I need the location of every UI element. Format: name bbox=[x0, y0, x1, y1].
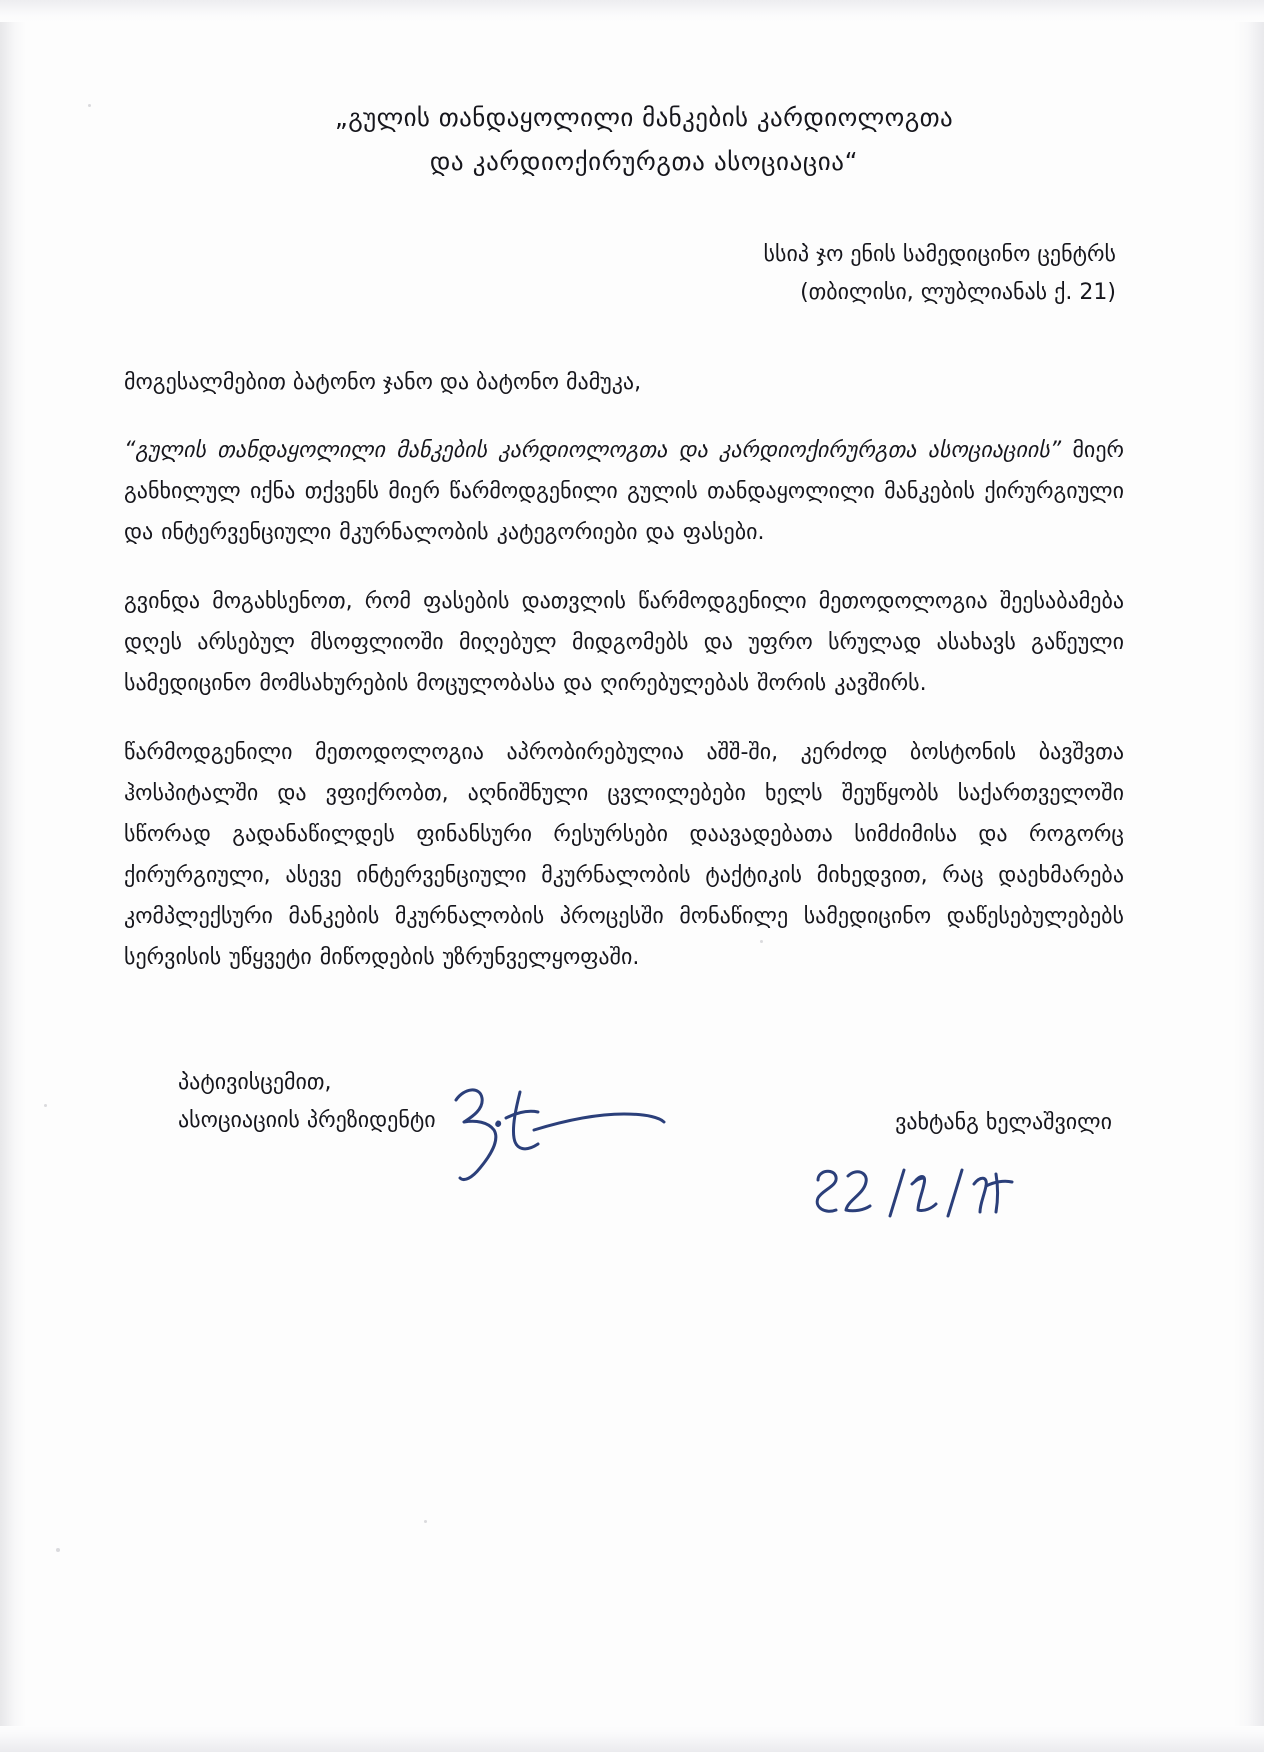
scan-edge-right bbox=[1234, 0, 1264, 1752]
organization-title-line2: და კარდიოქირურგთა ასოციაცია“ bbox=[429, 147, 859, 176]
paragraph-2: გვინდა მოგახსენოთ, რომ ფასების დათვლის წარმოდგენილი მეთოდოლოგია შეესაბამება დღეს არსებულ მსოფლიოში მიღებულ მიდგომებს და უფრო სრულად ასახავს გაწეული სამედიცინო მომსახურების მოცულობასა და ღირებულებას შორის კავშირს. bbox=[124, 589, 1124, 696]
scan-speck bbox=[424, 1520, 427, 1523]
handwritten-signature-icon bbox=[442, 1078, 722, 1188]
scan-edge-left bbox=[0, 0, 26, 1752]
addressee-line1: სსიპ ჯო ენის სამედიცინო ცენტრს bbox=[763, 242, 1116, 267]
paragraph-1-quote: “გულის თანდაყოლილი მანკების კარდიოლოგთა და კარდიოქირურგთა ასოციაციის” bbox=[124, 438, 1062, 463]
signature-left bbox=[178, 1064, 436, 1140]
scan-speck bbox=[44, 1104, 47, 1107]
addressee-line2: (თბილისი, ლუბლიანას ქ. 21) bbox=[800, 280, 1116, 305]
salutation: მოგესალმებით ბატონო ჯანო და ბატონო მამუკა, bbox=[124, 370, 642, 395]
scan-edge-top bbox=[0, 0, 1264, 22]
organization-title-line1: „გულის თანდაყოლილი მანკების კარდიოლოგთა bbox=[334, 103, 954, 132]
organization-title bbox=[124, 96, 1124, 184]
scan-speck bbox=[88, 104, 91, 107]
letter-body bbox=[124, 96, 1124, 1264]
addressee-block bbox=[124, 236, 1124, 312]
signer-name: ვახტანგ ხელაშვილი bbox=[895, 1110, 1112, 1135]
scan-edge-bottom bbox=[0, 1726, 1264, 1752]
paragraph-3: წარმოდგენილი მეთოდოლოგია აპრობირებულია აშშ-ში, კერძოდ ბოსტონის ბავშვთა ჰოსპიტალში და ვფიქრობთ, აღნიშნული ცვლილებები ხელს შეუწყობს საქართველოში სწორად გადანაწილდეს ფინანსური რესურსები დაავადებათა სიმძიმისა და როგორც ქირურგიული, ასევე ინტერვენციული მკურნალობის ტაქტიკის მიხედვით, რაც დაეხმარება კომპლექსური მანკების მკურნალობის პროცესში მონაწილე სამედიცინო დაწესებულებებს სერვისის უწყვეტი მიწოდების უზრუნველყოფაში. bbox=[124, 740, 1124, 970]
signature-block bbox=[124, 1064, 1124, 1264]
handwritten-date bbox=[808, 1160, 1038, 1236]
scan-speck bbox=[56, 1548, 60, 1552]
signer-role: ასოციაციის პრეზიდენტი bbox=[178, 1108, 436, 1133]
paragraph-1-text: მიერ განხილულ იქნა თქვენს მიერ წარმოდგენილი გულის თანდაყოლილი მანკების ქირურგიული და ინტერვენციული მკურნალობის კატეგორიები და ფასები. bbox=[124, 438, 1125, 545]
closing-text: პატივისცემით, bbox=[178, 1070, 332, 1095]
paragraph-1 bbox=[124, 430, 1124, 553]
